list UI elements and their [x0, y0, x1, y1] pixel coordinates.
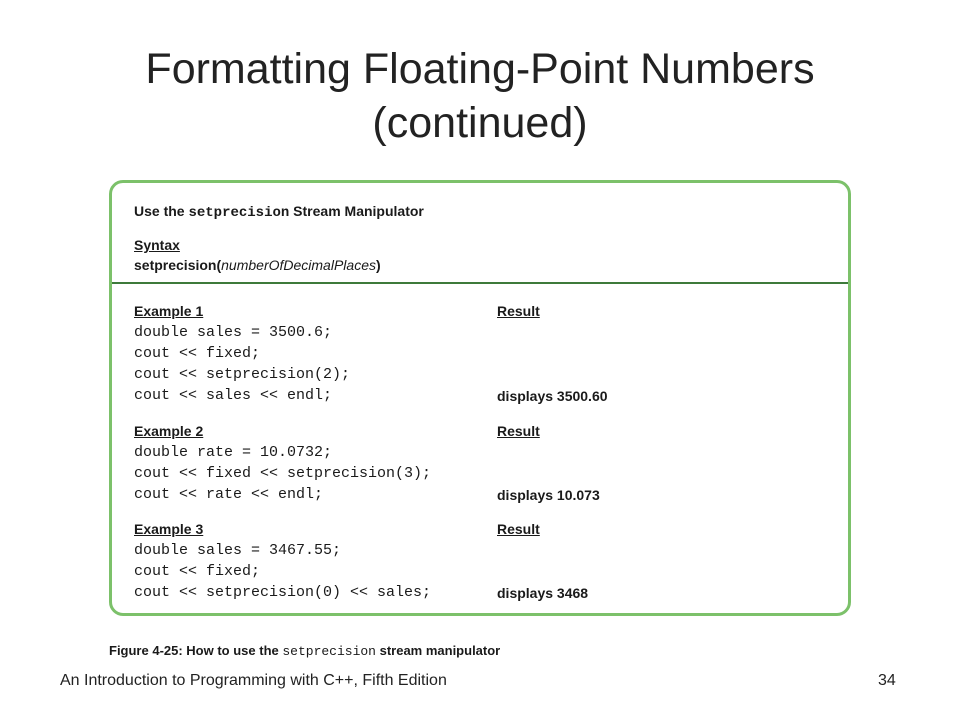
example-1-code-line: cout << setprecision(2); [134, 366, 351, 383]
heading-prefix: Use the [134, 203, 189, 219]
caption-prefix: Figure 4-25: How to use the [109, 643, 283, 658]
example-3-result-label: Result [497, 521, 540, 537]
example-2-code-line: double rate = 10.0732; [134, 444, 333, 461]
example-1-result-label: Result [497, 303, 540, 319]
figure-heading [134, 203, 424, 221]
syntax-label: Syntax [134, 237, 180, 253]
example-1-code-line: double sales = 3500.6; [134, 324, 333, 341]
figure-box [109, 180, 851, 616]
caption-code: setprecision [282, 644, 376, 659]
example-2-label: Example 2 [134, 423, 204, 439]
footer-book-title: An Introduction to Programming with C++, Fifth Edition [60, 672, 447, 689]
heading-code: setprecision [188, 205, 290, 221]
syntax-function: setprecision( [134, 257, 222, 273]
example-3-result: displays 3468 [497, 585, 589, 601]
example-2-code-line: cout << fixed << setprecision(3); [134, 465, 432, 482]
example-2-code-line: cout << rate << endl; [134, 486, 324, 503]
figure-caption [109, 643, 500, 659]
heading-suffix: Stream Manipulator [289, 203, 424, 219]
syntax-close: ) [375, 257, 381, 273]
example-1-result: displays 3500.60 [497, 388, 608, 404]
slide-title-line-2: (continued) [372, 99, 588, 147]
example-1-label: Example 1 [134, 303, 204, 319]
example-3-code-line: double sales = 3467.55; [134, 542, 342, 559]
slide-title-line-1: Formatting Floating-Point Numbers [145, 45, 815, 93]
example-3-code-line: cout << setprecision(0) << sales; [134, 584, 432, 601]
slide-title [40, 42, 920, 150]
caption-suffix: stream manipulator [375, 643, 501, 658]
syntax-parameter: numberOfDecimalPlaces [221, 257, 376, 273]
example-1-code-line: cout << fixed; [134, 345, 261, 362]
syntax-line [134, 257, 381, 273]
example-2-result-label: Result [497, 423, 540, 439]
example-3-label: Example 3 [134, 521, 204, 537]
example-1-code-line: cout << sales << endl; [134, 387, 333, 404]
example-2-result: displays 10.073 [497, 487, 600, 503]
section-divider [112, 282, 848, 284]
page-number: 34 [878, 672, 896, 689]
example-3-code-line: cout << fixed; [134, 563, 261, 580]
